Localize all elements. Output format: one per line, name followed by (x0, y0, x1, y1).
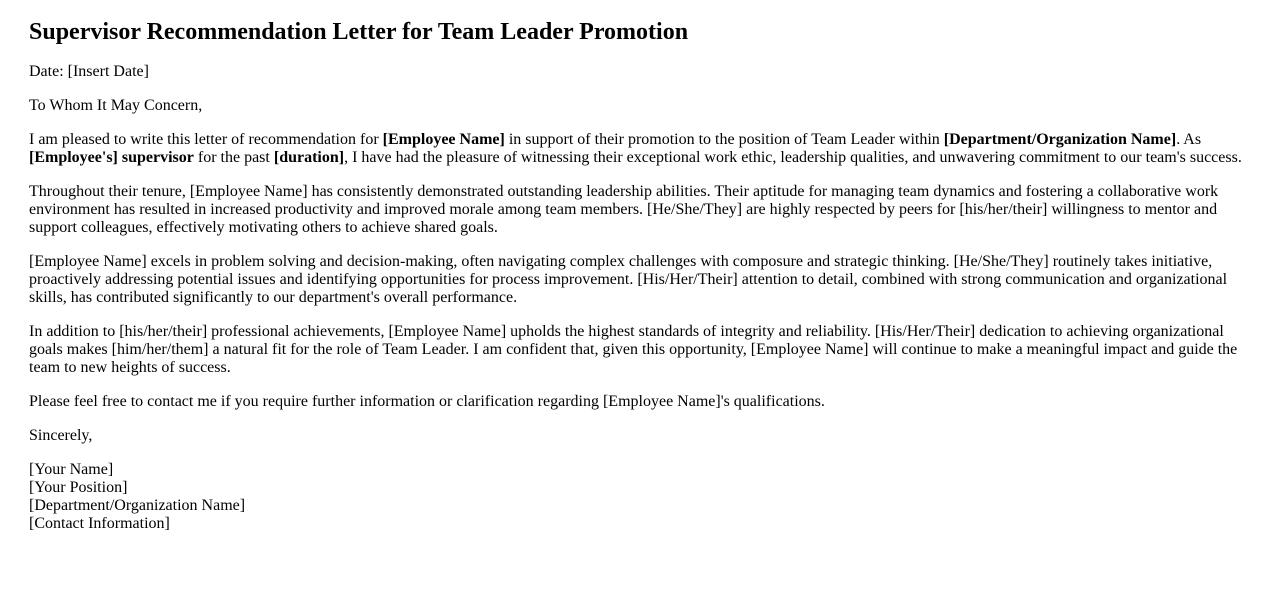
letter-body (29, 63, 1249, 533)
contact-paragraph (29, 393, 1249, 411)
letter-text: I am pleased to write this letter of recommendation for (29, 131, 383, 148)
placeholder-bold-text: [Employee Name] (382, 131, 505, 148)
signature-line: [Department/Organization Name] (29, 497, 246, 514)
letter-text: . As (1176, 131, 1202, 148)
letter-text: Throughout their tenure, [Employee Name] has consistently demonstrated outstanding leadership abilities. Their aptitude for managing team dynamics and fostering a collaborative work environment has resulted in increased productivity and improved morale among team members. [He/She/They] are highly respected by peers for [his/her/their] willingness to mentor and support colleagues, effectively motivating others to achieve shared goals. (29, 183, 1219, 236)
letter-title: Supervisor Recommendation Letter for Team Leader Promotion (29, 19, 689, 45)
skills-paragraph (29, 253, 1249, 307)
letter-text: in support of their promotion to the position of Team Leader within (504, 131, 944, 148)
placeholder-bold-text: [duration] (273, 149, 345, 166)
tenure-paragraph (29, 183, 1249, 237)
signature-line: [Your Position] (29, 479, 128, 496)
intro-paragraph (29, 131, 1249, 167)
date-line (29, 63, 1249, 81)
signature-line: [Contact Information] (29, 515, 170, 532)
letter-text: [Employee Name] excels in problem solving and decision-making, often navigating complex challenges with composure and strategic thinking. [He/She/They] routinely takes initiative, proactively addressing potential issues and identifying opportunities for process improvement. [His/Her/Their] attention to detail, combined with strong communication and organizational skills, has contributed significantly to our department's overall performance. (29, 253, 1228, 306)
letter-text: for the past (193, 149, 274, 166)
letter-text: In addition to [his/her/their] professional achievements, [Employee Name] upholds the highest standards of integrity and reliability. [His/Her/Their] dedication to achieving organizational goals makes [him/her/them] a natural fit for the role of Team Leader. I am confident that, given this opportunity, [Employee Name] will continue to make a meaningful impact and guide the team to new heights of success. (29, 323, 1238, 376)
placeholder-bold-text: [Employee's] supervisor (29, 149, 194, 166)
signature-block (29, 461, 1249, 533)
letter-text: Please feel free to contact me if you require further information or clarification regarding [Employee Name]'s qualifications. (29, 393, 825, 410)
signature-line: [Your Name] (29, 461, 114, 478)
letter-text: , I have had the pleasure of witnessing their exceptional work ethic, leadership qualities, and unwavering commitment to our team's success. (344, 149, 1242, 166)
letter-text: To Whom It May Concern, (29, 97, 203, 114)
letter-text: Date: [Insert Date] (29, 63, 149, 80)
placeholder-bold-text: [Department/Organization Name] (943, 131, 1177, 148)
recommendation-letter (29, 19, 1249, 533)
closing-line (29, 427, 1249, 445)
salutation (29, 97, 1249, 115)
integrity-paragraph (29, 323, 1249, 377)
letter-text: Sincerely, (29, 427, 93, 444)
